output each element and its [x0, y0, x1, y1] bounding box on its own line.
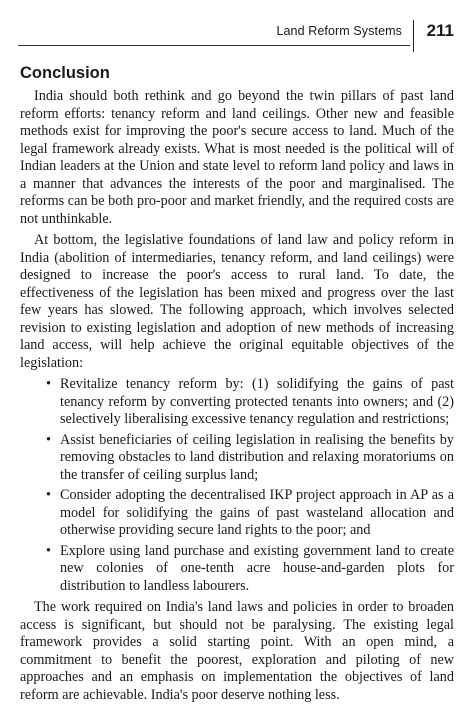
paragraph: The work required on India's land laws and policies in order to broaden access is significant, but should not be paralysing. The existing legal framework provides a solid starting point. With an open mind, a commitment to benefit the poorest, exploration and piloting of new approaches and an emphasis on implementation the objectives of land reform are achievable. India's poor deserve nothing less.	[20, 599, 454, 703]
bullet-icon: •	[46, 542, 51, 559]
list-item	[46, 543, 454, 596]
paragraph: At bottom, the legislative foundations of land law and policy reform in India (abolition of intermediaries, tenancy reform, and land ceilings) were designed to increase the poor's access to rural land. To date, the effectiveness of the legislation has been mixed and progress over the last few years has slowed. The following approach, which involves selected revision to existing legislation and adoption of new methods of increasing land access, will help achieve the original equitable objectives of the legislation:	[20, 232, 454, 371]
page-body	[20, 64, 454, 708]
running-head: Land Reform Systems	[276, 24, 402, 38]
section-heading: Conclusion	[20, 64, 110, 82]
list-item	[46, 376, 454, 429]
list-item-text: Revitalize tenancy reform by: (1) solidifying the gains of past tenancy reform by converting protected tenants into owners; and (2) selectively liberalising excessive tenancy regulation and restrictions;	[60, 376, 454, 427]
bullet-icon: •	[46, 487, 51, 503]
header-rule	[18, 45, 410, 46]
page-header	[18, 20, 454, 46]
list-item-text: Assist beneficiaries of ceiling legislation in realising the benefits by removing obstacles to land distribution and relaxing moratoriums on the transfer of ceiling surplus land;	[60, 431, 454, 483]
list-item	[46, 432, 454, 485]
list-item-text: Consider adopting the decentralised IKP project approach in AP as a model for solidifying the gains of past wasteland allocation and otherwise providing secure land rights to the poor; and	[60, 487, 454, 538]
bullet-icon: •	[46, 431, 51, 448]
bullet-list	[20, 376, 454, 595]
list-item	[46, 487, 454, 540]
page-number: 211	[426, 21, 454, 40]
header-divider	[413, 20, 414, 52]
list-item-text: Explore using land purchase and existing government land to create new colonies of one-tenth acre house-and-garden plots for distribution to landless labourers.	[60, 542, 454, 594]
bullet-icon: •	[46, 376, 51, 392]
paragraph: India should both rethink and go beyond the twin pillars of past land reform efforts: tenancy reform and land ceilings. Other new and feasible methods exist for improving the poor's secure access to land. Much of the legal framework already exists. What is most needed is the political will of Indian leaders at the Union and state level to reform land policy and laws in a manner that advances the interests of the poor and marginalised. The reforms can be both pro-poor and market friendly, and the required costs are not unthinkable.	[20, 88, 454, 227]
